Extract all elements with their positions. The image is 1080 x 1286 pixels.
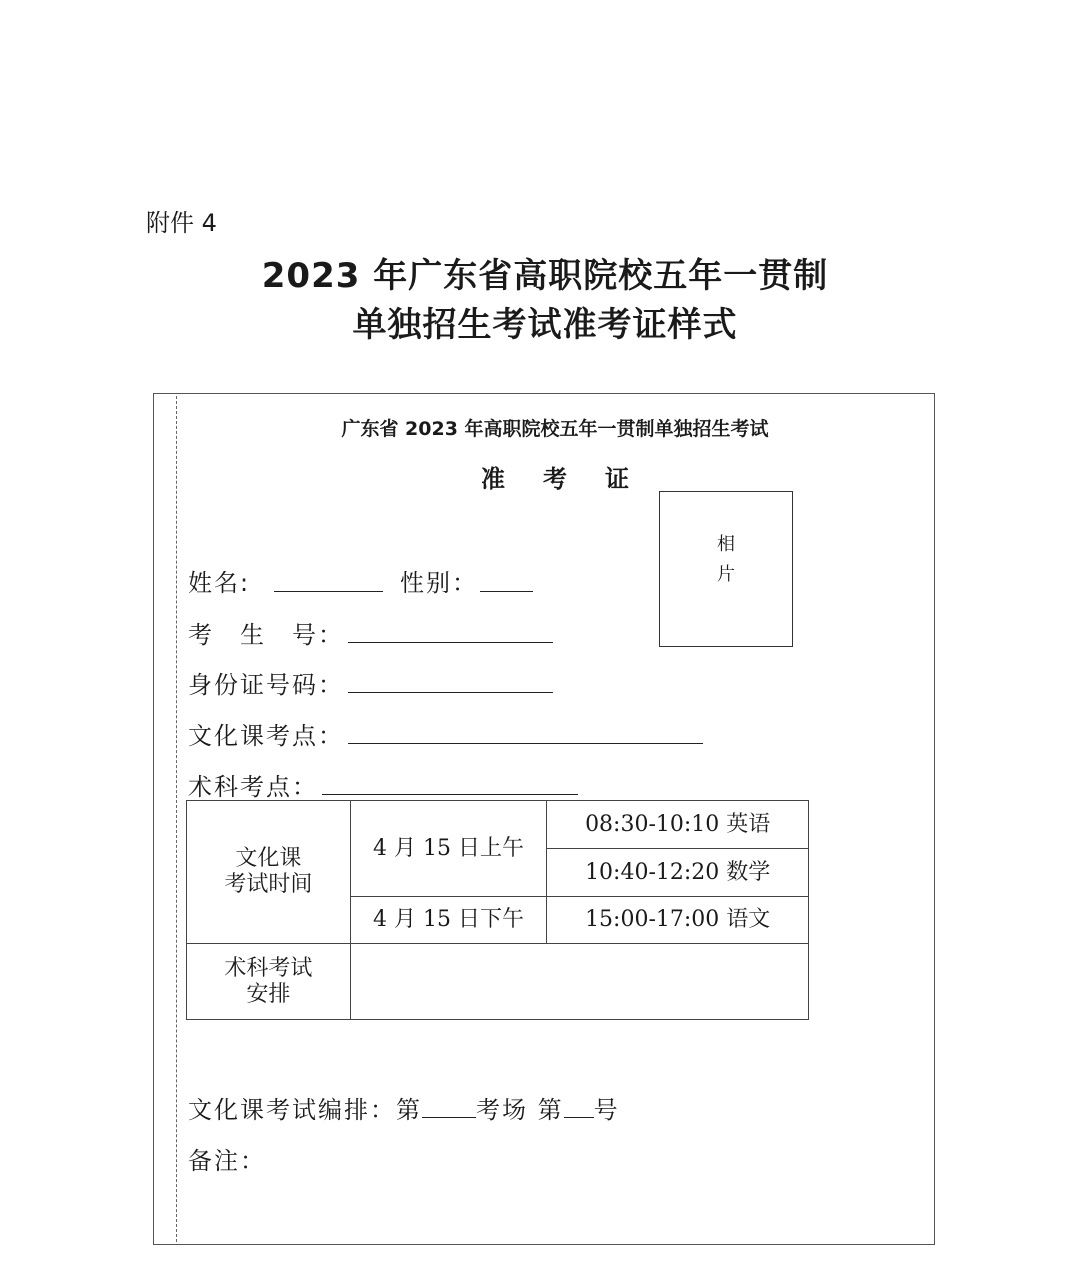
name-label: 姓名:	[188, 569, 251, 597]
culture-exam-time-cell	[187, 801, 351, 944]
slot-chinese: 15:00-17:00 语文	[547, 897, 809, 944]
card-header: 广东省 2023 年高职院校五年一贯制单独招生考试	[341, 418, 769, 440]
morning-date-cell: 4 月 15 日上午	[350, 801, 547, 897]
candidate-number-label: 考 生 号：	[188, 621, 344, 649]
arrangement-prefix: 文化课考试编排：第	[188, 1096, 422, 1124]
id-number-blank	[348, 690, 553, 693]
document-title-line-1: 2023 年广东省高职院校五年一贯制	[261, 256, 829, 296]
remarks-label: 备注：	[188, 1147, 266, 1175]
exam-arrangement	[188, 1090, 620, 1125]
name-blank	[274, 589, 383, 592]
skill-exam-value-cell	[350, 944, 808, 1020]
arrangement-room: 考场	[476, 1096, 528, 1124]
table-row	[187, 944, 809, 1020]
room-blank	[422, 1097, 476, 1118]
gender-blank	[480, 589, 533, 592]
candidate-number-blank	[348, 640, 553, 643]
slot-math: 10:40-12:20 数学	[547, 849, 809, 897]
seat-blank	[564, 1097, 594, 1118]
table-row	[187, 801, 809, 849]
photo-box	[659, 491, 793, 647]
culture-exam-time-label-2: 考试时间	[224, 872, 313, 897]
culture-exam-time-label-1: 文化课	[235, 846, 302, 871]
arrangement-seat-prefix: 第	[537, 1096, 564, 1124]
afternoon-date-cell: 4 月 15 日下午	[350, 897, 547, 944]
dashed-cut-line	[176, 396, 177, 1242]
skill-site-blank	[322, 792, 578, 795]
card-title: 准考证	[481, 465, 667, 493]
document-title-line-2: 单独招生考试准考证样式	[352, 305, 738, 345]
slot-english: 08:30-10:10 英语	[547, 801, 809, 849]
arrangement-seat-suffix: 号	[593, 1096, 620, 1124]
skill-exam-label-1: 术科考试	[224, 955, 313, 981]
id-number-label: 身份证号码：	[188, 671, 344, 699]
skill-site-label: 术科考点：	[188, 773, 318, 801]
culture-site-blank	[348, 741, 703, 744]
skill-exam-label-2: 安排	[246, 981, 291, 1007]
culture-site-label: 文化课考点：	[188, 722, 344, 750]
attachment-label: 附件 4	[146, 209, 217, 237]
exam-schedule-table	[186, 800, 809, 1020]
gender-label: 性别：	[400, 569, 478, 597]
skill-exam-label-cell	[187, 944, 351, 1020]
photo-label: 相片	[717, 534, 735, 585]
